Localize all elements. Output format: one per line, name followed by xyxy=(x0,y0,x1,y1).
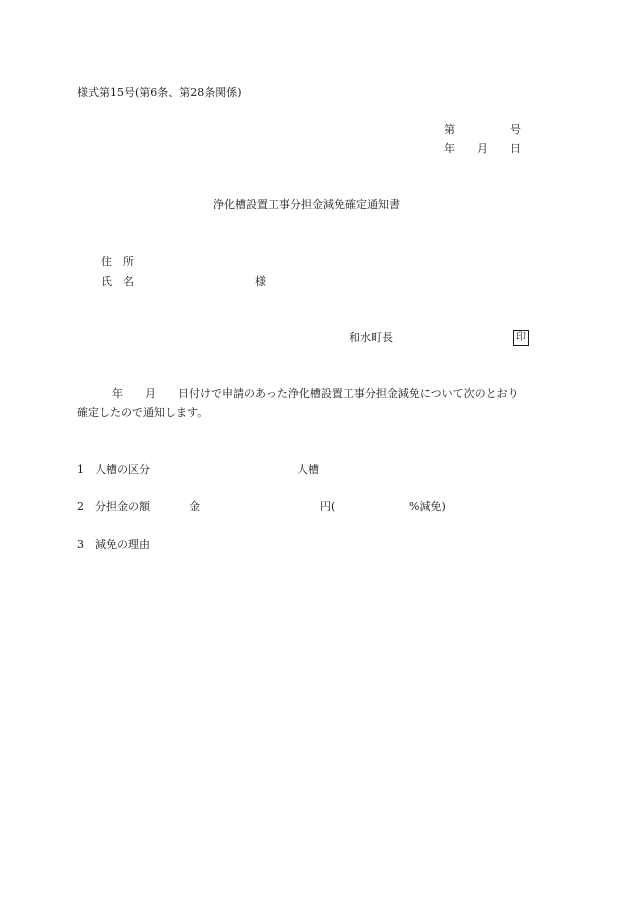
address-label: 住 所 xyxy=(101,255,134,268)
item-3-number: 3 xyxy=(77,538,84,551)
reference-date: 年 月 日 xyxy=(444,142,521,155)
item-1-number: 1 xyxy=(77,463,84,476)
item-2-suffix: %減免) xyxy=(409,500,446,513)
name-label: 氏 名 xyxy=(101,275,134,288)
body-line-1: 年 月 日付けで申請のあった浄化槽設置工事分担金減免について次のとおり xyxy=(112,387,519,400)
reference-number: 第 号 xyxy=(444,123,521,136)
body-line-2: 確定したので通知します。 xyxy=(77,406,209,419)
issuer-name: 和水町長 xyxy=(349,331,393,344)
item-1-value: 人槽 xyxy=(297,463,319,476)
item-3-label: 減免の理由 xyxy=(95,538,150,551)
item-2-number: 2 xyxy=(77,500,84,513)
item-1-label: 人槽の区分 xyxy=(95,463,150,476)
seal-mark: 印 xyxy=(513,330,529,346)
item-2-value: 円( xyxy=(320,500,336,513)
honorific: 様 xyxy=(255,275,266,288)
document-title: 浄化槽設置工事分担金減免確定通知書 xyxy=(213,198,400,211)
item-2-label: 分担金の額 xyxy=(95,500,150,513)
form-number: 様式第15号(第6条、第28条関係) xyxy=(77,86,242,99)
item-2-prefix: 金 xyxy=(189,500,200,513)
